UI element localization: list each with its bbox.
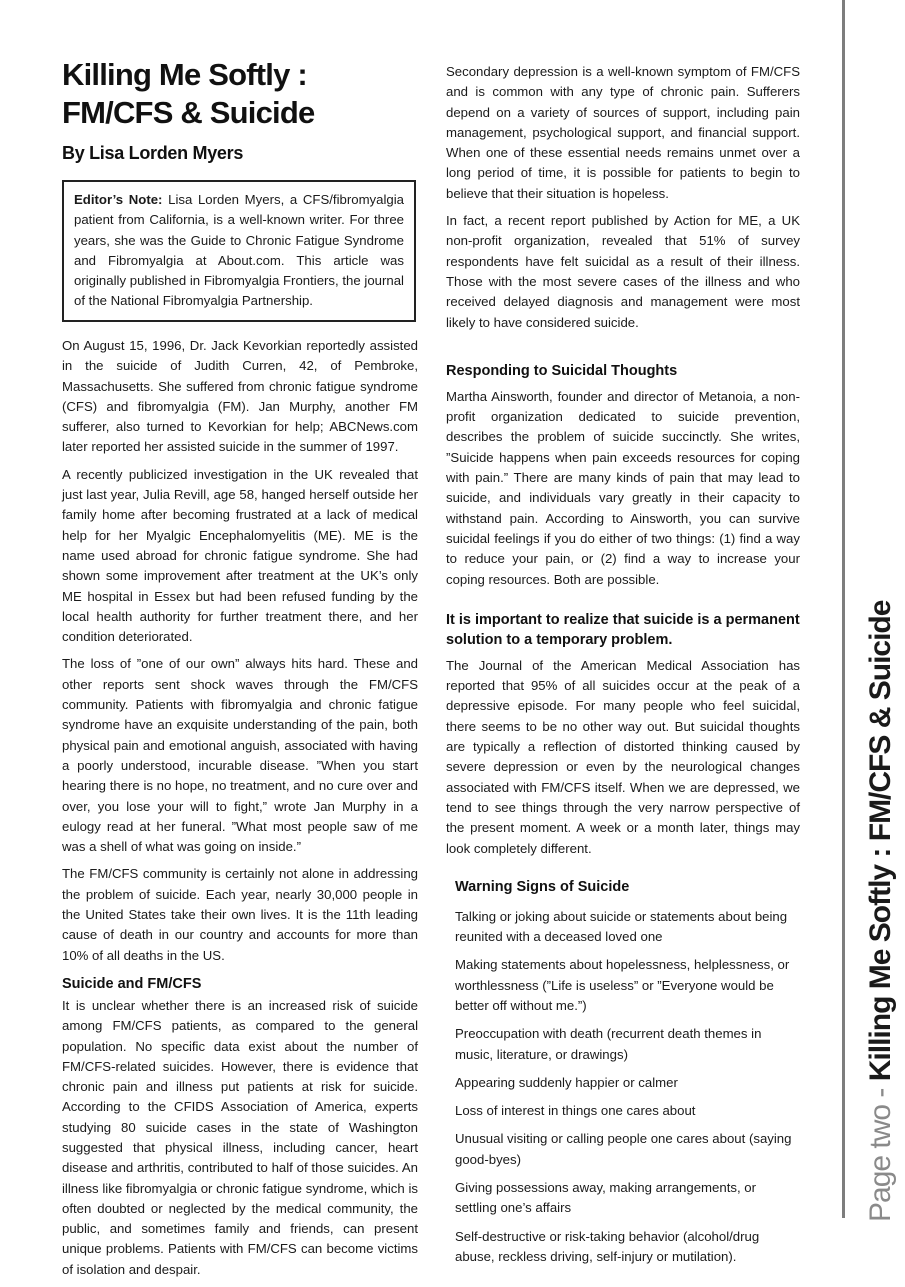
paragraph: The Journal of the American Medical Association has reported that 95% of all suicides occur at the peak of a depressive episode. For many people who feel suicidal, there seems to be no other way out. But suicidal thoughts are typically a reflection of distorted thinking caused by severe depression or even by the neurological changes associated with FM/CFS itself. When we are depressed, we tend to see things through the very narrow perspective of the present moment. A week or a month later, things may look completely different. (446, 657, 800, 856)
title-line-2: FM/CFS & Suicide (62, 95, 315, 130)
warning-sign-item: Talking or joking about suicide or statements about being reunited with a deceased loved one (455, 908, 788, 945)
article-title (62, 56, 314, 132)
editors-note-label: Editor’s Note: (74, 192, 163, 207)
warning-sign-item: Loss of interest in things one cares about (455, 1103, 696, 1119)
left-column (62, 336, 418, 1287)
side-divider (842, 0, 845, 1218)
running-title: Killing Me Softly : FM/CFS & Suicide (864, 600, 897, 1082)
paragraph: In fact, a recent report published by Action for ME, a UK non-profit organization, revealed that 51% of survey respondents have felt suicidal as a result of their illness. Those with the most severe cases of the illness and who received delayed diagnosis and management were most likely to have considered suicide. (446, 213, 800, 330)
warning-sign-item: Self-destructive or risk-taking behavior (alcohol/drug abuse, reckless driving, self-injury or mutilation). (455, 1228, 760, 1264)
editors-note-text: Lisa Lorden Myers, a CFS/fibromyalgia patient from California, is a well-known writer. For three years, she was the Guide to Chronic Fatigue Syndrome and Fibromyalgia at About.com. This article was originally published in Fibromyalgia Frontiers, the journal of the National Fibromyalgia Partnership. (74, 192, 405, 309)
title-line-1: Killing Me Softly : (62, 57, 307, 92)
warning-sign-item: Unusual visiting or calling people one cares about (saying good-byes) (455, 1131, 792, 1167)
paragraph: It is unclear whether there is an increased risk of suicide among FM/CFS patients, as compared to the general population. No specific data exist about the number of FM/CFS-related suicides. However, there is evidence that chronic pain and illness put patients at risk for suicide. According to the CFIDS Association of America, experts studying 80 suicide cases in the state of Washington suggested that physical illness, including cancer, heart disease and arthritis, contributed to half of those suicides. An illness like fibromyalgia or chronic fatigue syndrome, which is often doubted or neglected by the medical community, the public, and sometimes family and friends, can present unique problems. Patients with FM/CFS can become victims of isolation and despair. (62, 997, 418, 1277)
side-running-title (866, 601, 896, 1222)
warning-signs-box (455, 877, 792, 1267)
warning-sign-item: Making statements about hopelessness, helplessness, or worthlessness (”Life is useless” or ”Everyone would be better off without me.”) (455, 957, 790, 1013)
paragraph: Secondary depression is a well-known symptom of FM/CFS and is common with any type of chronic pain. Sufferers depend on a variety of sources of support, including pain management, psychological support, and financial support. When one of these essential needs remains unmet over a long period of time, it is possible for patients to begin to believe that their situation is hopeless. (446, 64, 800, 201)
editors-note-box (62, 180, 416, 322)
paragraph: The loss of ”one of our own” always hits hard. These and other reports sent shock waves through the FM/CFS community. Patients with fibromyalgia and chronic fatigue syndrome have an exquisite understanding of the pain, both physical pain and emotional anguish, associated with having a poorly understood, incurable disease. ”When you start hearing there is no hope, no treatment, and no cure over and over, you lose your will to fight,” wrote Jan Murphy in a eulogy read at her funeral. ”What most people saw of me was a shell of what was going on inside.” (62, 656, 418, 855)
section-heading: It is important to realize that suicide is a permanent solution to a temporary problem. (446, 611, 800, 648)
warning-sign-item: Giving possessions away, making arrangements, or settling one’s affairs (455, 1180, 757, 1216)
warning-sign-item: Appearing suddenly happier or calmer (455, 1074, 678, 1090)
section-heading: Suicide and FM/CFS (62, 975, 202, 992)
page-label: Page two - (864, 1081, 897, 1222)
section-heading: Responding to Suicidal Thoughts (446, 362, 678, 379)
paragraph: A recently publicized investigation in the UK revealed that just last year, Julia Revill, age 58, hanged herself outside her family home after becoming frustrated at a lack of medical help for her Myalgic Encephalomyelitis (ME). ME is the name used abroad for chronic fatigue syndrome. She had shown some improvement after treatment at the UK’s only ME hospital in Essex but had been refused funding by the local health authority for further treatment there, and her condition deteriorated. (62, 466, 418, 645)
paragraph: The FM/CFS community is certainly not alone in addressing the problem of suicide. Each year, nearly 30,000 people in the United States take their own lives. It is the 11th leading cause of death in our country and accounts for more than 10% of all deaths in the US. (62, 866, 418, 963)
paragraph: On August 15, 1996, Dr. Jack Kevorkian reportedly assisted in the suicide of Judith Curren, 42, of Pembroke, Massachusetts. She suffered from chronic fatigue syndrome (CFS) and fibromyalgia (FM). Jan Murphy, another FM sufferer, also turned to Kevorkian for help; ABCNews.com later reported her assisted suicide in the summer of 1997. (62, 338, 418, 455)
warning-signs-heading: Warning Signs of Suicide (455, 878, 630, 895)
right-column (446, 62, 800, 1275)
warning-sign-item: Preoccupation with death (recurrent death themes in music, literature, or drawings) (455, 1026, 762, 1062)
paragraph: Martha Ainsworth, founder and director of Metanoia, a non-profit organization dedicated to suicide prevention, describes the problem of suicide succinctly. She writes, ”Suicide happens when pain exceeds resources for coping with pain.” There are many kinds of pain that may lead to suicide, and individuals vary greatly in their capacity to withstand pain. According to Ainsworth, you can survive suicidal feelings if you do either of two things: (1) find a way to reduce your pain, or (2) find a way to increase your coping resources. Both are possible. (446, 388, 800, 587)
byline: By Lisa Lorden Myers (62, 143, 244, 163)
